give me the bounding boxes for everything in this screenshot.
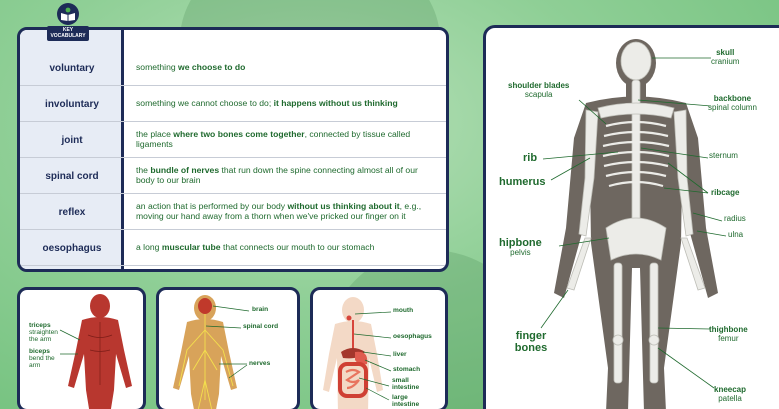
vocab-definition-text (136, 63, 245, 73)
label-shoulder-blades-scientific: scapula (524, 89, 553, 99)
label-backbone (708, 95, 757, 113)
label-nerves (249, 361, 270, 368)
definition-emphasis: bundle of nerves (150, 165, 220, 176)
label-skull-common: skull (716, 48, 735, 57)
label-mouth (393, 308, 413, 315)
vocab-definition (136, 50, 437, 86)
label-humerus (499, 176, 545, 188)
label-small-intestine-text: small intestine (392, 377, 420, 391)
label-brain (252, 307, 268, 314)
digestion-panel (310, 287, 448, 409)
vocab-term: spinal cord (45, 170, 99, 182)
label-radius (724, 215, 746, 224)
label-triceps-note: straighten the arm (29, 328, 58, 343)
vocabulary-panel (17, 27, 449, 272)
label-spinal-cord (243, 324, 278, 331)
vocab-definition (136, 194, 437, 230)
label-hipbone-common: hipbone (499, 237, 542, 249)
badge-line-1: KEY (62, 27, 74, 33)
label-thighbone-scientific: femur (718, 333, 739, 343)
definition-text: an action that is performed by our body (136, 201, 288, 212)
label-large-intestine-text: large intestine (392, 394, 420, 408)
label-liver-text: liver (393, 351, 407, 358)
definition-text: that connects our mouth to our stomach (220, 242, 375, 253)
vocab-definition-text (136, 166, 437, 186)
nerves-panel (156, 287, 300, 409)
muscles-panel (17, 287, 146, 409)
vocab-definition (136, 86, 437, 122)
label-skull (711, 49, 739, 67)
label-sternum-scientific: sternum (709, 151, 738, 160)
definition-emphasis: where two bones come together (173, 129, 305, 140)
label-small-intestine (392, 378, 432, 392)
vocab-row (20, 122, 449, 158)
definition-text: something we cannot choose to do; (136, 98, 274, 109)
label-skull-scientific: cranium (711, 56, 740, 66)
vocab-row (20, 194, 449, 230)
label-triceps-name: triceps (29, 322, 51, 329)
label-biceps (29, 349, 57, 370)
label-ulna (728, 231, 743, 240)
label-liver (393, 352, 407, 359)
definition-text: , connected by tissue called ligaments (136, 129, 411, 149)
label-shoulder-blades (508, 82, 569, 100)
nerves-illustration (159, 290, 300, 409)
label-sternum (709, 152, 738, 161)
vocab-definition (136, 122, 437, 158)
label-stomach (393, 367, 420, 374)
skeleton-panel (483, 25, 779, 409)
label-humerus-common: humerus (499, 176, 546, 188)
label-rib-common: rib (523, 152, 538, 164)
definition-emphasis: muscular tube (161, 242, 221, 253)
vocab-row (20, 158, 449, 194)
definition-emphasis: we choose to do (178, 62, 246, 73)
label-spinal-cord-text: spinal cord (243, 323, 279, 330)
label-hipbone (499, 237, 542, 258)
key-vocabulary-badge (42, 3, 94, 45)
vocab-row (20, 50, 449, 86)
key-vocabulary-tag (47, 26, 88, 41)
label-thighbone-common: thighbone (709, 325, 748, 334)
label-shoulder-blades-common: shoulder blades (508, 81, 570, 90)
label-kneecap-scientific: patella (718, 393, 742, 403)
label-large-intestine (392, 395, 432, 409)
vocab-definition-text (136, 243, 374, 253)
label-ribcage (711, 189, 739, 198)
label-brain-text: brain (252, 306, 269, 313)
label-ulna-scientific: ulna (728, 230, 744, 239)
vocab-definition-text (136, 99, 398, 109)
label-ribcage-common: ribcage (711, 188, 740, 197)
label-oesophagus (393, 334, 432, 341)
book-with-pin-icon (57, 3, 79, 25)
label-hipbone-scientific: pelvis (510, 248, 531, 258)
label-rib (523, 152, 537, 164)
definition-emphasis: without us thinking about it (287, 201, 400, 212)
vocab-definition (136, 158, 437, 194)
definition-text: that run down the spine connecting almost all of our body to our brain (136, 165, 418, 185)
label-oesophagus-text: oesophagus (393, 333, 432, 340)
definition-emphasis: it happens without us thinking (273, 98, 398, 109)
definition-text: a long (136, 242, 162, 253)
vocab-term: oesophagus (42, 242, 102, 254)
label-finger-bones (510, 330, 552, 354)
vocab-term: joint (61, 134, 83, 146)
vocab-definition-text (136, 130, 437, 150)
label-nerves-text: nerves (249, 360, 271, 367)
label-mouth-text: mouth (393, 307, 414, 314)
definition-text: the place (136, 129, 174, 140)
vocab-term: involuntary (45, 98, 99, 110)
label-stomach-text: stomach (393, 366, 421, 373)
definition-text: , e.g., moving our hand away from a thorn when we've pricked our finger on it (136, 201, 422, 221)
vocab-definition-text (136, 202, 437, 222)
label-radius-scientific: radius (724, 214, 746, 223)
label-kneecap (714, 386, 746, 404)
label-biceps-name: biceps (29, 348, 50, 355)
vocab-term: reflex (58, 206, 86, 218)
label-triceps (29, 323, 61, 344)
badge-line-2: VOCABULARY (50, 32, 86, 39)
label-kneecap-common: kneecap (714, 385, 747, 394)
label-thighbone (709, 326, 748, 344)
label-backbone-scientific: spinal column (708, 102, 757, 112)
vocab-term: voluntary (49, 62, 95, 74)
label-biceps-note: bend the arm (29, 354, 55, 369)
vocab-definition (136, 230, 437, 266)
label-finger-bones-common: finger bones (514, 330, 548, 355)
definition-text: the (136, 165, 151, 176)
vocab-row (20, 230, 449, 266)
definition-text: something (136, 62, 179, 73)
label-backbone-common: backbone (713, 94, 752, 103)
vocab-row (20, 86, 449, 122)
